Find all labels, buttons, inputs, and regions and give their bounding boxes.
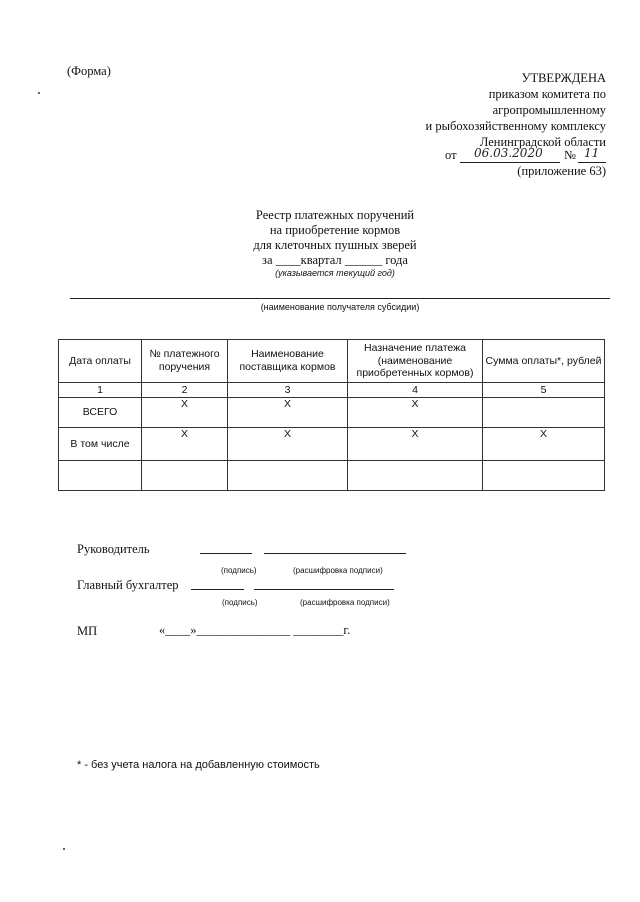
approval-title: УТВЕРЖДЕНА [521, 71, 606, 85]
table-row-including [59, 428, 605, 461]
recipient-line [70, 298, 610, 299]
approval-line: и рыбохозяйственному комплексу [425, 119, 606, 133]
row-label: ВСЕГО [59, 398, 142, 428]
column-number: 3 [228, 383, 348, 398]
accountant-label: Главный бухгалтер [77, 578, 179, 592]
footnote: * - без учета налога на добавленную стоимость [77, 759, 320, 771]
approval-number-prefix: № [564, 148, 576, 162]
table-cell [483, 398, 605, 428]
approval-appendix: (приложение 63) [517, 164, 606, 178]
date-underline [460, 162, 560, 163]
table-cell: Х [142, 428, 228, 461]
table-cell: Х [228, 398, 348, 428]
column-number: 5 [483, 383, 605, 398]
table-cell: Х [348, 398, 483, 428]
approval-date-handwritten: 06.03.2020 [474, 146, 543, 160]
table-row-empty [59, 461, 605, 491]
approval-number-handwritten: 11 [584, 146, 600, 160]
table-cell: Х [228, 428, 348, 461]
number-underline [578, 162, 606, 163]
table-cell [348, 461, 483, 491]
table-cell [59, 461, 142, 491]
head-decoding-line [264, 553, 406, 554]
accountant-decoding-line [254, 589, 394, 590]
document-title-line: на приобретение кормов [269, 223, 401, 237]
head-signature-caption: (подпись) [221, 566, 257, 575]
stamp-place-label: МП [77, 624, 98, 638]
approval-date-prefix: от [445, 148, 457, 162]
document-title-line: Реестр платежных поручений [255, 208, 415, 222]
approval-line: Ленинградской области [479, 135, 606, 149]
accountant-decoding-caption: (расшифровка подписи) [300, 598, 390, 607]
approval-line: агропромышленному [492, 103, 606, 117]
table-row-total [59, 398, 605, 428]
column-number: 1 [59, 383, 142, 398]
header-payment-date: Дата оплаты [59, 340, 142, 383]
accountant-signature-line [191, 589, 244, 590]
table-cell: Х [142, 398, 228, 428]
column-number: 4 [348, 383, 483, 398]
payment-register-table [58, 339, 605, 491]
document-period-hint: (указывается текущий год) [275, 268, 395, 278]
head-signature-line [200, 553, 252, 554]
table-cell: Х [348, 428, 483, 461]
table-cell: Х [483, 428, 605, 461]
recipient-caption: (наименование получателя субсидии) [260, 302, 420, 312]
column-number: 2 [142, 383, 228, 398]
approval-line: приказом комитета по [488, 87, 606, 101]
head-decoding-caption: (расшифровка подписи) [293, 566, 383, 575]
accountant-signature-caption: (подпись) [222, 598, 258, 607]
header-order-number: № платежного поручения [142, 340, 228, 383]
form-label: (Форма) [67, 64, 111, 78]
document-title-line: для клеточных пушных зверей [253, 238, 417, 252]
table-cell [483, 461, 605, 491]
scan-speck [63, 848, 65, 850]
header-amount: Сумма оплаты*, рублей [483, 340, 605, 383]
header-purpose: Назначение платежа (наименование приобретенных кормов) [348, 340, 483, 383]
head-label: Руководитель [77, 542, 150, 556]
row-label: В том числе [59, 428, 142, 461]
signature-date-template: «____»_______________ ________г. [159, 623, 351, 637]
table-number-row [59, 383, 605, 398]
table-cell [228, 461, 348, 491]
table-header-row [59, 340, 605, 383]
header-supplier: Наименование поставщика кормов [228, 340, 348, 383]
document-period-line: за ____квартал ______ года [262, 253, 408, 267]
table-cell [142, 461, 228, 491]
scan-speck [38, 92, 40, 94]
